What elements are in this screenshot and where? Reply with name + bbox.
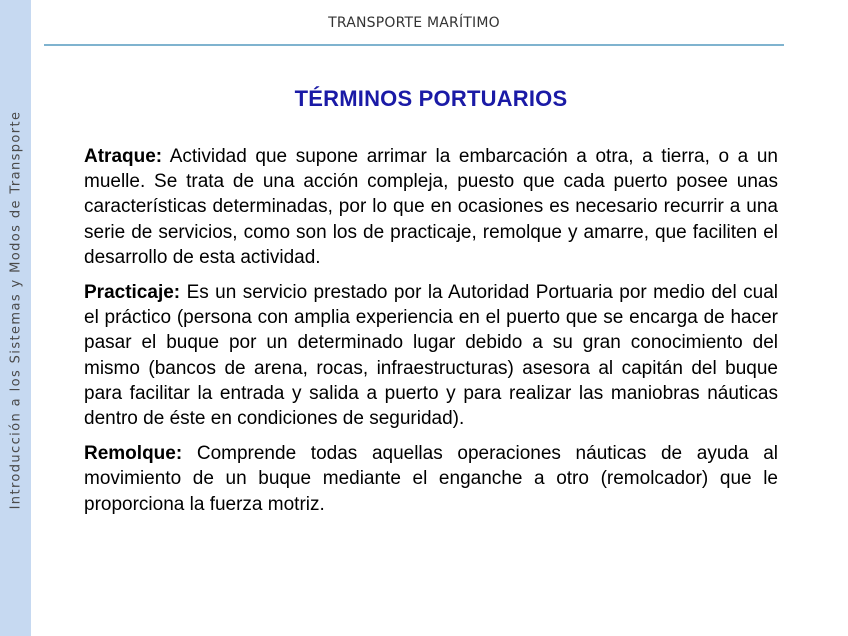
- term-definition: Comprende todas aquellas operaciones náuticas de ayuda al movimiento de un buque mediante el enganche a otro (remolcador) que le proporciona la fuerza motriz.: [84, 443, 778, 515]
- term-remolque: [84, 441, 778, 517]
- term-name: Practicaje:: [84, 282, 181, 304]
- term-name: Remolque:: [84, 443, 183, 465]
- header-divider: [44, 44, 784, 46]
- sidebar-label: Introducción a los Sistemas y Modos de Transporte: [8, 110, 24, 510]
- header-title: TRANSPORTE MARÍTIMO: [328, 15, 500, 31]
- term-practicaje: [84, 280, 778, 431]
- term-definition: Es un servicio prestado por la Autoridad Portuaria por medio del cual el práctico (persona con amplia experiencia en el puerto que se encarga de hacer pasar el buque por un determinado lugar debido a su gran conocimiento del mismo (bancos de arena, rocas, infraestructuras) asesora al capitán del buque para facilitar la entrada y salida a puerto y para realizar las maniobras náuticas dentro de éste en condiciones de seguridad).: [84, 282, 778, 430]
- term-name: Atraque:: [84, 146, 163, 167]
- term-definition: Actividad que supone arrimar la embarcación a otra, a tierra, o a un muelle. Se trata de una acción compleja, puesto que cada puerto posee unas características determinadas, por lo que en ocasiones es necesario recurrir a una serie de servicios, como son los de practicaje, remolque y amarre, que faciliten el desarrollo de esta actividad.: [84, 146, 778, 268]
- term-atraque: [84, 144, 778, 270]
- sidebar: [0, 0, 31, 636]
- page-title: TÉRMINOS PORTUARIOS: [294, 86, 568, 111]
- terms-list: [84, 144, 778, 527]
